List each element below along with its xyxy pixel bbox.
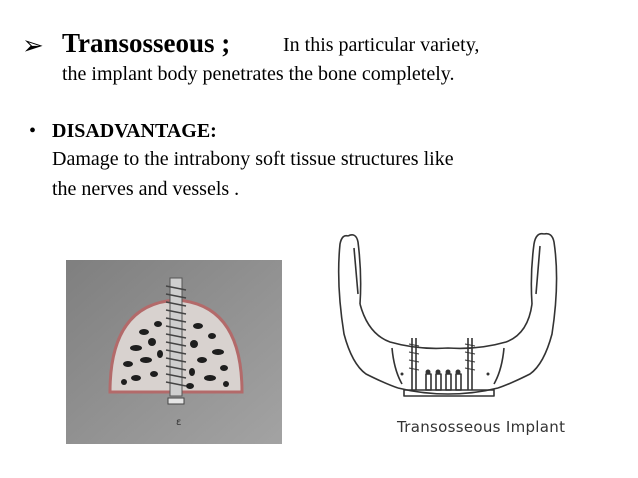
disadvantage-text-line2: the nerves and vessels . — [52, 178, 240, 200]
disadvantage-heading: DISADVANTAGE: — [52, 120, 217, 142]
bullet-text-line2: the implant body penetrates the bone completely. — [62, 63, 455, 85]
bullet-text-line1: In this particular variety, — [283, 34, 480, 56]
mandible-implant-drawing — [318, 224, 580, 446]
disadvantage-text-line1: Damage to the intrabony soft tissue structures like — [52, 148, 454, 170]
bullet-dot-icon: • — [29, 120, 37, 142]
figure-caption: Transosseous Implant — [397, 418, 566, 436]
bone-cross-section-photo — [66, 260, 282, 444]
bullet-arrow-icon: ➢ — [22, 31, 44, 61]
bullet-term: Transosseous ; — [62, 28, 231, 58]
svg-text:ε: ε — [176, 417, 182, 428]
